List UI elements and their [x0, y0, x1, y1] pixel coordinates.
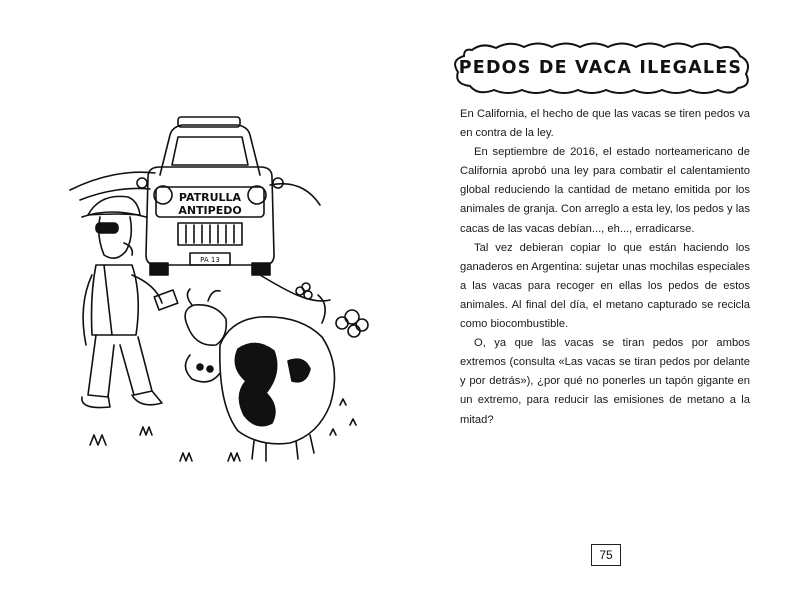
cow-icon — [185, 289, 334, 461]
police-officer-icon — [82, 196, 178, 407]
license-plate: PA 13 — [200, 256, 220, 264]
title-banner — [448, 40, 753, 96]
fart-cloud-icon — [296, 283, 368, 337]
paragraph: Tal vez debieran copiar lo que están haciendo los ganaderos en Argentina: sujetar unas mochilas especiales a las vacas para recoger en ellas los pedos de estos animales. Al final del día, el metano capturado se recicla como biocombustible. — [460, 241, 750, 331]
page-title: PEDOS DE VACA ILEGALES — [458, 58, 743, 78]
page-number: 75 — [591, 544, 621, 566]
paragraph: En California, el hecho de que las vacas se tiren pedos va en contra de la ley. — [460, 108, 750, 140]
paragraph: O, ya que las vacas se tiran pedos por ambos extremos (consulta «Las vacas se tiran pedos por delante y por detrás»), ¿por qué no ponerles un tapón gigante en un extremo, para reducir las emisiones de metano a la mitad? — [460, 337, 750, 426]
grass-icon — [90, 435, 106, 445]
car-sign-line1: PATRULLA — [178, 191, 242, 204]
cartoon-illustration — [60, 105, 380, 475]
body-text — [460, 105, 750, 430]
paragraph: En septiembre de 2016, el estado norteamericano de California aprobó una ley para combatir el calentamiento global reduciendo la cantidad de metano emitida por los animales de granja. Con arreglo a esta ley, los pedos y las cacas de las vacas debían..., eh..., erradicarse. — [460, 146, 750, 235]
car-sign-line2: ANTIPEDO — [178, 204, 242, 217]
